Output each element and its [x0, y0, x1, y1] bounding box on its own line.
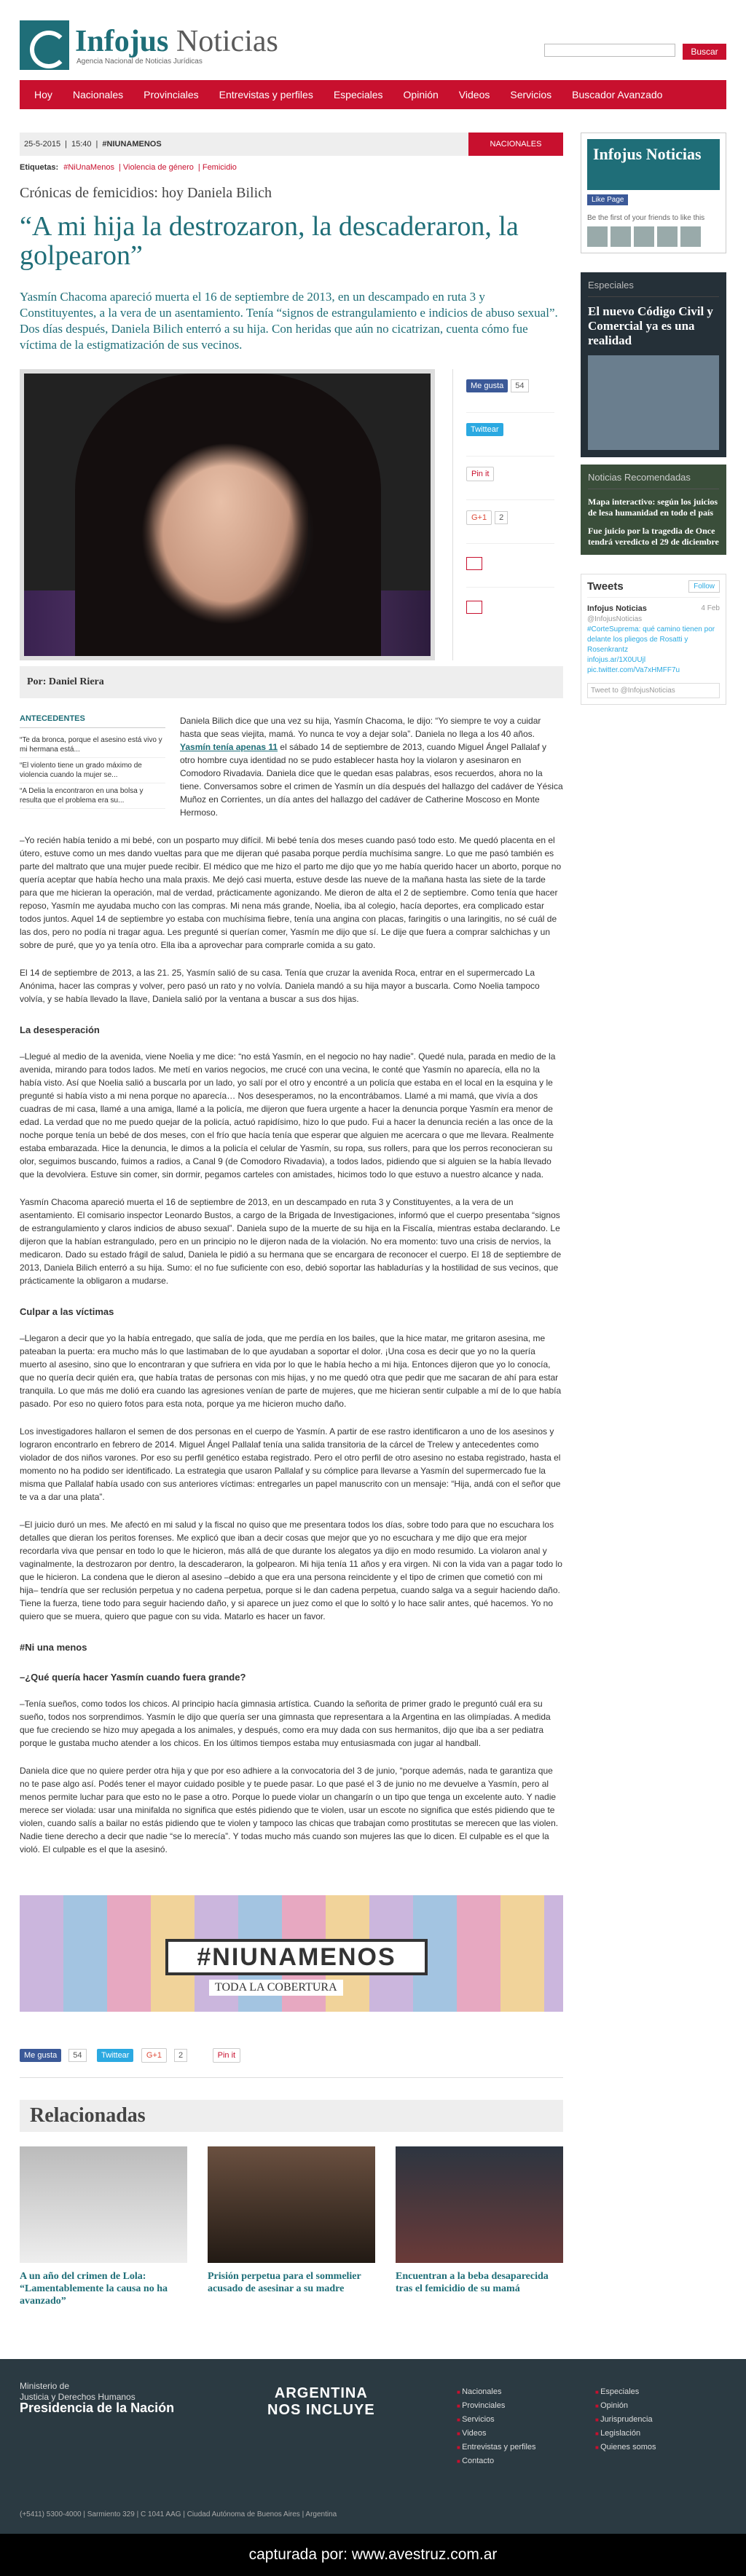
site-footer [0, 2359, 746, 2534]
nav-opinion[interactable]: Opinión [403, 89, 439, 100]
page-container [20, 0, 726, 80]
related-item[interactable] [396, 2146, 563, 2307]
especiales-image[interactable] [588, 355, 719, 450]
search-input[interactable] [544, 44, 675, 57]
facebook-like-button[interactable]: Me gusta [466, 379, 508, 392]
print-icon[interactable] [466, 557, 482, 570]
related-grid [20, 2146, 563, 2307]
tweet-handle: @InfojusNoticias [587, 615, 643, 623]
footer-link[interactable]: ■ Especiales [595, 2385, 656, 2399]
twitter-button[interactable]: Twittear [97, 2049, 134, 2062]
footer-link[interactable]: ■ Legislación [595, 2427, 656, 2441]
argentina-logo: ARGENTINA NOS INCLUYE [267, 2385, 375, 2418]
footer-address: (+5411) 5300-4000 | Sarmiento 329 | C 1041 AAG | Ciudad Autónoma de Buenos Aires | Argentina [20, 2510, 337, 2518]
tweet-text[interactable]: #CorteSuprema: qué camino tienen por delante los pliegos de Rosatti y Rosenkrantz [587, 625, 715, 654]
footer-link[interactable]: ■ Entrevistas y perfiles [457, 2441, 536, 2454]
facebook-widget [581, 133, 726, 253]
tweet-link[interactable]: infojus.ar/1X0UUjl pic.twitter.com/Va7xHMFF7u [587, 656, 680, 674]
logo-second: Noticias [176, 24, 278, 58]
byline: Por: Daniel Riera [20, 666, 563, 698]
footer-link[interactable]: ■ Servicios [457, 2413, 536, 2427]
facebook-page-name: Infojus Noticias [593, 145, 702, 163]
facebook-count: 54 [68, 2049, 86, 2062]
antecedente-link[interactable]: “El violento tiene un grado máximo de violencia cuando la mujer se... [20, 758, 165, 783]
nav-provinciales[interactable]: Provinciales [144, 89, 199, 100]
related-item[interactable] [20, 2146, 187, 2307]
tag-link[interactable]: #NiUnaMenos [63, 163, 114, 172]
gplus-count: 2 [174, 2049, 187, 2062]
related-title: Relacionadas [20, 2100, 563, 2132]
article-body [20, 834, 563, 1856]
nav-especiales[interactable]: Especiales [333, 89, 383, 100]
especiales-title: Especiales [588, 280, 719, 297]
banner-text: #NIUNAMENOS [165, 1939, 428, 1975]
antecedente-link[interactable]: “Te da bronca, porque el asesino está vivo y mi hermana está... [20, 732, 165, 758]
related-item[interactable] [208, 2146, 375, 2307]
related-image[interactable] [20, 2146, 187, 2263]
pinterest-button[interactable]: Pin it [466, 467, 494, 481]
nav-buscador[interactable]: Buscador Avanzado [572, 89, 663, 100]
nav-videos[interactable]: Videos [458, 89, 490, 100]
paragraph: –Llegué al medio de la avenida, viene Noelia y me dice: “no está Yasmín, en el negocio no hay nadie”. Quedé nula, parada en medio de la avenida, mirando para todos lados. Me metí en varios negocios, me crucé con una vecina, le conté que Yasmín no aparecía, ella no la había visto. Así que Noelia salió a buscarla por un lado, yo salí por el otro y encontré a un policía que estaba en el local en la esquina y le pregunté si había visto a mi nena porque no aparecía… Nos desesperamos, no la encontrábamos. Llamé a mi mamá, que vivía a dos cuadras de mi casa, llamé a una amiga, llamé a la policía, me dijeron que fuera urgente a hacer la denuncia porque Yasmín era menor de edad. La verdad que no me puedo quejar de la policía, actuó rapidísimo, hizo lo que pudo. Fui a hacer la denuncia recién a las once de la noche porque tenía un bebé de dos meses, con el frío que hacía tenía que esperar que alguien me acercara o que me llevara. Realmente estaba embarazada. Hice la denuncia, le dimos a la policía el celular de Yasmín, su ropa, sus rollers, para que los perros reconocieran su olor, seguimos buscando, fuimos a radios, a Canal 9 (de Comodoro Rivadavia), a todos lados, pidiendo que si alguien se la había llevado que la devolviera. Estuve sin comer, sin dormir, pegamos carteles con amistades, hicimos todo lo que estuvo a nuestro alcance y nada. [20, 1051, 556, 1180]
related-headline[interactable]: Encuentran a la beba desaparecida tras el femicidio de su mamá [396, 2271, 549, 2294]
logo-subtitle: Agencia Nacional de Noticias Jurídicas [76, 57, 203, 66]
especiales-box[interactable] [581, 272, 726, 457]
footer-link[interactable]: ■ Nacionales [457, 2385, 536, 2399]
nav-nacionales[interactable]: Nacionales [72, 89, 124, 100]
logo-icon [20, 20, 69, 70]
tag-link[interactable]: Femicidio [202, 163, 237, 172]
paragraph: Daniela dice que no quiere perder otra hija y que por eso adhiere a la convocatoria del 3 de junio, “porque además, nada te garantiza que no te pase algo así. Podés tener el mayor cuidado posible y te puede pasar. Lo que pasé el 3 de junio no me devuelve a Yasmín, pero al menos permite luchar para que esto no le pase a otro. Porque lo puede violar un changarín o un tipo que tenga un excelente auto. Y nadie merece ser violada: usar una minifalda no significa que estés pidiendo que te violen, usar un escote no significa que estés pidiendo que te violen, cuando salís a bailar no estás pidiendo que te violen y tampoco las chicas que trabajan como prostitutas se merecen que las violen. Nadie tiene derecho a decir que nadie “se lo merecía”. Y todas mucho más cuando son mujeres las que lo dicen. El culpable es el que la violó. El culpable es el que la asesinó. [20, 1766, 559, 1854]
share-bottom [20, 2048, 563, 2078]
subheading: –¿Qué quería hacer Yasmín cuando fuera grande? [20, 1672, 246, 1683]
article-date: 25-5-2015 [24, 140, 61, 149]
footer-link[interactable]: ■ Opinión [595, 2399, 656, 2413]
subheading: La desesperación [20, 1024, 100, 1035]
footer-link[interactable]: ■ Quienes somos [595, 2441, 656, 2454]
intro-link[interactable]: Yasmín tenía apenas 11 [180, 742, 278, 752]
article-photo [20, 369, 435, 660]
recomendadas-box [581, 465, 726, 555]
main-nav [20, 80, 726, 109]
paragraph: –Tenía sueños, como todos los chicos. Al principio hacía gimnasia artística. Cuando la señorita de primer grado le preguntó cuál era su sueño, todos nos sorprendimos. Yasmín le dijo que quería ser una gimnasta que representara a la Argentina en las olimpíadas. A medida que fue creciendo se hizo muy apegada a los animales, y después, como era muy dada con sus hermanitos, dijo que iba a ser pediatra porque le gustaba mucho atender a los chicos. En los últimos tiempos estaba muy entusiasmada con jugar al handball. [20, 1699, 551, 1748]
intro-paragraph: Daniela Bilich dice que una vez su hija, Yasmín Chacoma, le dijo: “Yo siempre te voy a cuidar hasta que seas viejita, mamá. Yo nunca te voy a dejar sola”. Daniela no llega a los 40 años. Yasmín tenía apenas 11 el sábado 14 de septiembre de 2013, cuando Miguel Ángel Pallalaf y otro hombre cuya identidad no se pudo establecer hasta hoy la violaron y asesinaron en Comodoro Rivadavia. Daniela dice que le quedan esas palabras, esos recuerdos, ahora no la tiene. Conversamos sobre el crimen de Yasmín un día después del hallazgo del cadáver de Yésica Muñoz en Corrientes, un día antes del hallazgo del cadáver de Catherine Moscoso en Monte Hermoso. [180, 716, 563, 818]
article-time: 15:40 [71, 140, 92, 149]
ministerio-logo[interactable]: Ministerio de Justicia y Derechos Humanos Presidencia de la Nación [20, 2381, 175, 2415]
search-button[interactable]: Buscar [683, 44, 726, 60]
tweet-date: 4 Feb [701, 604, 720, 612]
paragraph: El 14 de septiembre de 2013, a las 21. 25, Yasmín salió de su casa. Tenía que cruzar la avenida Roca, entrar en el supermercado La Anónima, hacer las compras y volver, pero pasó un rato y no volvía. Daniela mandó a su hija mayor a buscarla. Como Noelia tampoco volvía, y se había llevado la llave, Daniela salió por la ventana a buscar a sus dos hijas. [20, 968, 540, 1004]
tag-link[interactable]: Violencia de género [122, 163, 194, 172]
niunamenos-banner[interactable] [20, 1881, 563, 2026]
antecedente-link[interactable]: “A Delia la encontraron en una bolsa y resulta que el problema era su... [20, 783, 165, 809]
antecedentes-title: ANTECEDENTES [20, 714, 165, 728]
article-title: “A mi hija la destrozaron, la descaderaron, la golpearon” [20, 211, 519, 271]
tweet-user[interactable]: Infojus Noticias [587, 604, 647, 613]
antecedentes-box [20, 714, 180, 819]
capture-caption: capturada por: www.avestruz.com.ar [0, 2534, 746, 2576]
banner-subtext: TODA LA COBERTURA [209, 1980, 343, 1996]
article-lead: Yasmín Chacoma apareció muerta el 16 de septiembre de 2013, en un descampado en ruta 3 y Constituyentes, a la vera de un asentamiento. Tenía “signos de estrangulamiento e indicios de abuso sexual”. Dos días después, Daniela Bilich enterró a su hija. Con heridas que aún no cicatrizan, cuenta cómo fue víctima de la estigmatización de sus vecinos. [20, 290, 558, 352]
facebook-count: 54 [511, 379, 528, 392]
paragraph: Los investigadores hallaron el semen de dos personas en el cuerpo de Yasmín. A partir de ese rastro identificaron a uno de los asesinos y lograron encontrarlo en febrero de 2014. Miguel Ángel Pallalaf tenía una salida transitoria de la cárcel de Trelew y antecedentes como violador de dos niños varones. Por eso su perfil genético estaba registrado. Pero el otro perfil de otro asesino no estaba registrado, hasta el momento no ha podido ser identificado. La estrategia que usaron Pallalaf y su cómplice para llevarse a Yasmín del supermercado fue la misma que Pallalaf había usado con sus anteriores víctimas: entregarles un papel manuscrito con un mensaje: “Hija, andá con el señor que te va a dar una plata”. [20, 1426, 561, 1502]
nav-entrevistas[interactable]: Entrevistas y perfiles [219, 89, 313, 100]
related-image[interactable] [208, 2146, 375, 2263]
facebook-like-button[interactable]: Me gusta [20, 2049, 61, 2062]
twitter-widget [581, 574, 726, 705]
paragraph: –Yo recién había tenido a mi bebé, con un posparto muy difícil. Mi bebé tenía dos meses cuando pasó todo esto. Me quedó placenta en el útero, estuve como un mes dando vueltas para que me dijeran qué pasaba porque perdía muchísima sangre. Lo que me pasó también es parte del maltrato que una mujer puede recibir. El médico que me hizo el parto me dijo que yo me había querido hacer un aborto, porque no quería aceptar que había hecho una mala praxis. Me dejó casi muerta, estuve desde las nueve de la mañana hasta las siete de la tarde para que me hicieran la operación, mal de verdad, prácticamente agonizando. Me dieron de alta el 2 de septiembre. Como tenía que hacer reposo, Yasmín me ayudaba mucho con las compras. Mi nena más grande, Noelia, iba al colegio, hacía deportes, era complicado estar todos juntos. Aquel 14 de septiembre yo estaba con muchísima fiebre, tenía una angina con placas, faringitis o una laringitis, no sé cuál de las dos, pero no podía ni tragar agua. Les pregunté si querían comer, Yasmín me dijo que sí. Le dije que fuera a comprar salchichas y un sobre de puré, que yo ya tenía otro. Ella iba a aprovechar para comprarle comida a su gato. [20, 835, 562, 950]
tweet-to-input[interactable]: Tweet to @InfojusNoticias [587, 683, 720, 698]
paragraph: –Llegaron a decir que yo la había entregado, que salía de joda, que me perdía en los bailes, que la hice matar, me gritaron asesina, me pateaban la puerta: era mucho más lo que lastimaban de lo que ayudaban a soportar el dolor. ¡Una cosa es decir que yo no la quería muerto al asesino, sino que lo encontraran y que sufriera en vida por lo que le había hecho a mi hija. Entonces dijeron que yo lo conocía, que no quería decir quién era, que había tratas de personas con mis hijas, y no me quedó otra que pedir que me sacaran de ahí para estar tranquila. Lo que más me dolió era cuando las agresiones venían de parte de mujeres, que me hicieran sentir culpable a mí de lo que había pasado. Por eso no quiero fotos para esta nota, porque ya me hicieron mucho daño. [20, 1333, 562, 1409]
article-main [20, 133, 563, 2307]
related-headline[interactable]: Prisión perpetua para el sommelier acusado de asesinar a su madre [208, 2271, 361, 2294]
recomendada-link[interactable]: Fue juicio por la tragedia de Once tendrá veredicto el 29 de diciembre [588, 526, 719, 547]
site-header [20, 0, 726, 80]
gplus-count: 2 [495, 511, 508, 524]
subheading: Culpar a las víctimas [20, 1306, 114, 1317]
search-form [544, 44, 726, 60]
article-kicker: Crónicas de femicidios: hoy Daniela Bilich [20, 185, 272, 201]
pinterest-button[interactable]: Pin it [213, 2048, 240, 2063]
especiales-headline[interactable]: El nuevo Código Civil y Comercial ya es una realidad [588, 304, 713, 347]
subheading: #Ni una menos [20, 1642, 87, 1653]
twitter-button[interactable]: Twittear [466, 423, 503, 436]
paragraph: –El juicio duró un mes. Me afectó en mi salud y la fiscal no quiso que me presentara todos los días, sobre todo para que no escuchara los detalles que dieran los peritos forenses. Me explicó que iban a decir cosas que mejor que yo no escuchara y me dijo que era mejor recordarla viva que pensar en todo lo que le hicieron, más allá de que durante los alegatos ya dijo en modo resumido. La violaron anal y vaginalmente, la destrozaron por dentro, la descaderaron, la golpearon. Mi hija tenía 11 años y era virgen. Ni con la vida van a pagar todo lo que le hicieron. La condena que le dieron al asesino –debido a que era una persona reincidente y el tipo de crimen que cometió con mi hija– tendría que ser reclusión perpetua y no cadena perpetua, porque si le dan cadena perpetua, cuando salga va a seguir haciendo daño. Tiene la fuerza, tiene todo para seguir haciendo daño, y si aparece un juez como el que lo soltó y lo hace salir antes, qué hacemos. Yo no quiero que se muera, quiero que pague con su vida. Matarlo es hacer un favor. [20, 1520, 562, 1621]
logo-main: Infojus [75, 24, 169, 58]
nav-hoy[interactable]: Hoy [34, 89, 52, 100]
facebook-like-page-button[interactable]: Like Page [587, 194, 628, 205]
footer-links-2 [595, 2385, 656, 2454]
sidebar [581, 133, 726, 2307]
footer-link[interactable]: ■ Contacto [457, 2454, 536, 2468]
site-logo[interactable] [20, 20, 278, 70]
paragraph: Yasmín Chacoma apareció muerta el 16 de septiembre de 2013, en un descampado en ruta 3 y Constituyentes, a la vera de un asentamiento. El comisario inspector Leonardo Bustos, a cargo de la Brigada de Investigaciones, informó que el cuerpo presentaba “signos de estrangulamiento y claros indicios de abuso sexual”. Daniela supo de la muerte de su hija en la Fiscalía, mientras estaba declarando. Le dijeron que la habían estrangulado, pero en un principio no le dijeron nada de la violación. No era momento: tuvo una crisis de nervios, la medicaron. Dado su estado frágil de salud, Daniela le pidió a su hermana que se encargara de reconocer el cuerpo. El 18 de septiembre de 2013, Daniela Bilich enterró a su hija. Sumo: el no fue suficiente con eso, debió soportar las habladurías y la hostilidad de sus vecinos, que prácticamente la obligaron a mudarse. [20, 1197, 562, 1286]
tags-row: Etiquetas: #NiUnaMenos | Violencia de género | Femicidio [20, 163, 237, 172]
tags-label: Etiquetas: [20, 163, 59, 172]
nav-servicios[interactable]: Servicios [510, 89, 552, 100]
recomendadas-title: Noticias Recomendadas [588, 472, 719, 489]
gplus-button[interactable]: G+1 [141, 2048, 167, 2063]
email-icon[interactable] [466, 601, 482, 614]
tweets-title: Tweets [587, 580, 624, 593]
recomendada-link[interactable]: Mapa interactivo: según los juicios de lesa humanidad en todo el país [588, 497, 718, 518]
related-headline[interactable]: A un año del crimen de Lola: “Lamentablemente la causa no ha avanzado” [20, 2271, 168, 2307]
article-tag[interactable]: #NIUNAMENOS [102, 140, 162, 149]
related-image[interactable] [396, 2146, 563, 2263]
meta-bar: 25-5-2015 | 15:40 | #NIUNAMENOS NACIONALES [20, 133, 563, 156]
section-badge[interactable]: NACIONALES [468, 133, 563, 156]
gplus-button[interactable]: G+1 [466, 510, 492, 525]
twitter-follow-button[interactable]: Follow [688, 580, 720, 593]
footer-link[interactable]: ■ Videos [457, 2427, 536, 2441]
facebook-cover[interactable] [587, 139, 720, 190]
footer-link[interactable]: ■ Jurisprudencia [595, 2413, 656, 2427]
footer-links-1 [457, 2385, 536, 2468]
share-column [452, 369, 554, 660]
facebook-text: Be the first of your friends to like this [587, 214, 705, 222]
footer-link[interactable]: ■ Provinciales [457, 2399, 536, 2413]
